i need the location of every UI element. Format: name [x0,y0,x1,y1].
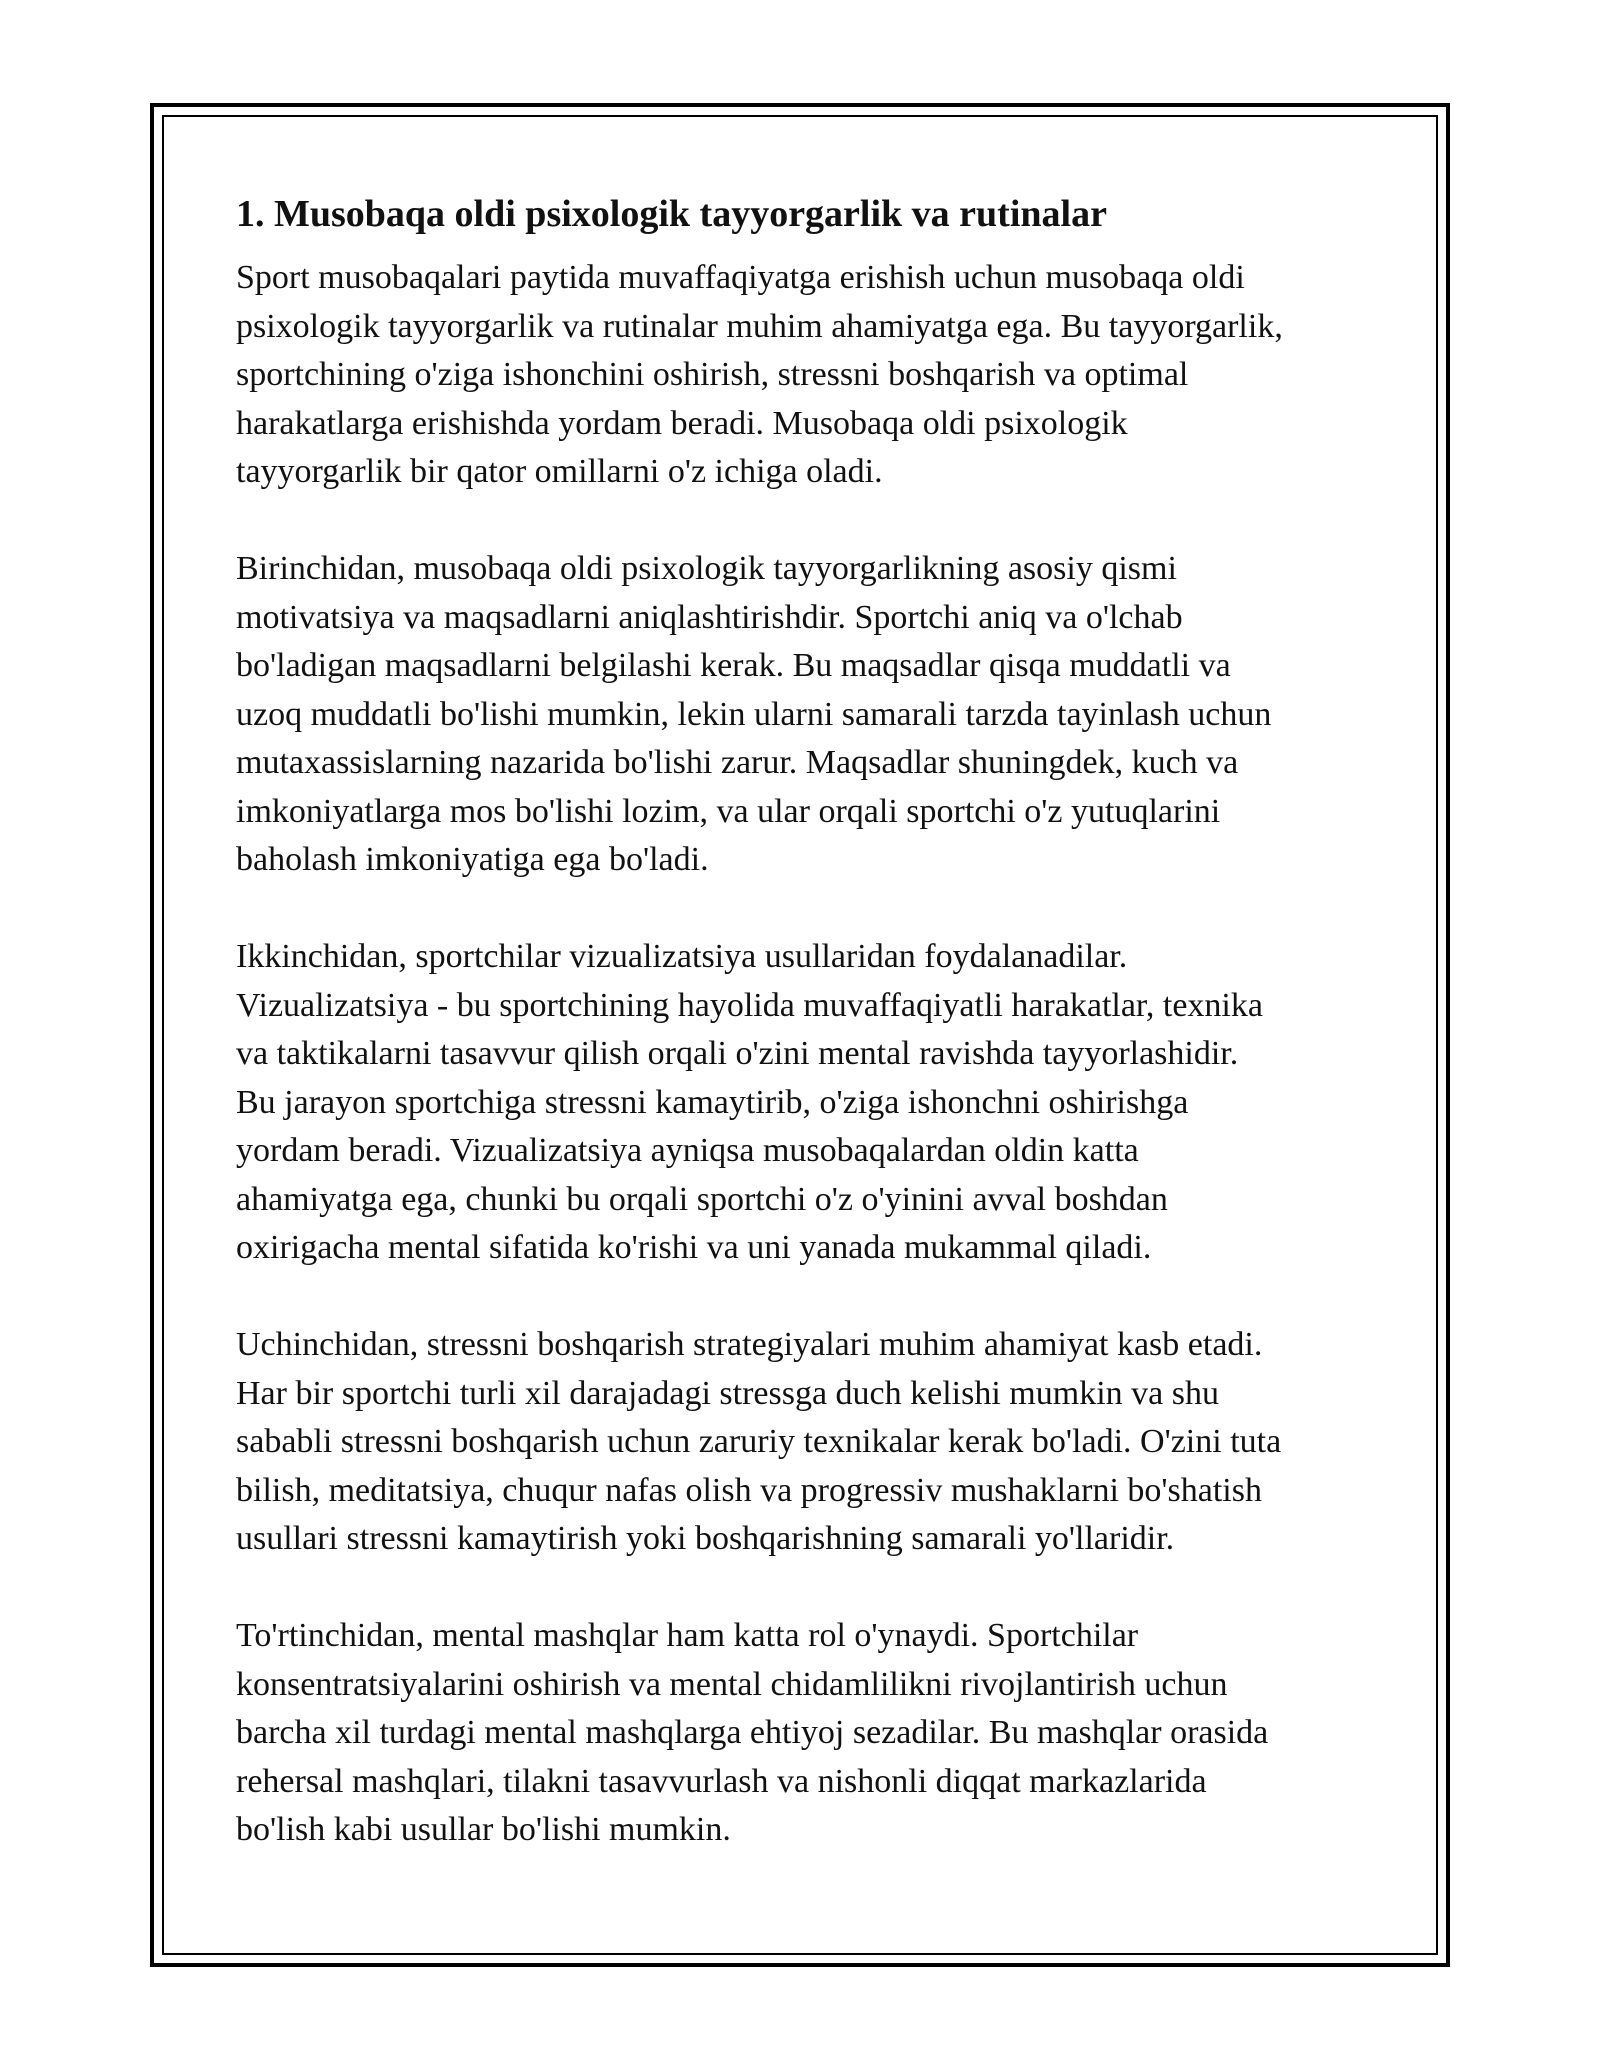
document-content [236,188,1386,1855]
paragraph-line: konsentratsiyalarini oshirish va mental chidamlilikni rivojlantirish uchun [236,1665,1228,1703]
paragraph-line: yordam beradi. Vizualizatsiya ayniqsa musobaqalardan oldin katta [236,1132,1139,1169]
paragraph-line: motivatsiya va maqsadlarni aniqlashtirishdir. Sportchi aniq va o'lchab [236,598,1183,636]
paragraph-line: rehersal mashqlari, tilakni tasavvurlash va nishonli diqqat markazlarida [236,1762,1207,1800]
paragraph-line: baholash imkoniyatiga ega bo'ladi. [236,841,709,878]
paragraph-second [236,933,1386,1273]
paragraph-line: To'rtinchidan, mental mashqlar ham katta rol o'ynaydi. Sportchilar [236,1617,1139,1654]
paragraph-line: psixologik tayyorgarlik va rutinalar muhim ahamiyatga ega. Bu tayyorgarlik, [236,307,1283,345]
paragraph-third [236,1321,1386,1564]
paragraph-line: bo'lish kabi usullar bo'lishi mumkin. [236,1811,731,1848]
paragraph-line: Birinchidan, musobaqa oldi psixologik tayyorgarlikning asosiy qismi [236,550,1177,587]
paragraph-line: mutaxassislarning nazarida bo'lishi zarur. Maqsadlar shuningdek, kuch va [236,744,1239,781]
paragraph-line: Bu jarayon sportchiga stressni kamaytirib, o'ziga ishonchni oshirishga [236,1083,1189,1121]
paragraph-line: usullari stressni kamaytirish yoki boshqarishning samarali yo'llaridir. [236,1520,1175,1557]
paragraph-fourth [236,1612,1386,1855]
paragraph-line: tayyorgarlik bir qator omillarni o'z ichiga oladi. [236,453,883,490]
paragraph-line: Uchinchidan, stressni boshqarish strategiyalari muhim ahamiyat kasb etadi. [236,1326,1263,1363]
paragraph-line: sportchining o'ziga ishonchini oshirish, stressni boshqarish va optimal [236,356,1189,393]
paragraph-line: harakatlarga erishishda yordam beradi. Musobaqa oldi psixologik [236,404,1128,442]
paragraph-line: Vizualizatsiya - bu sportchining hayolida muvaffaqiyatli harakatlar, texnika [236,986,1263,1024]
paragraph-line: Ikkinchidan, sportchilar vizualizatsiya usullaridan foydalanadilar. [236,938,1128,975]
paragraph-first [236,545,1386,885]
paragraph-line: barcha xil turdagi mental mashqlarga ehtiyoj sezadilar. Bu mashqlar orasida [236,1714,1269,1751]
section-heading: 1. Musobaqa oldi psixologik tayyorgarlik va rutinalar [236,193,1107,235]
paragraph-line: Sport musobaqalari paytida muvaffaqiyatga erishish uchun musobaqa oldi [236,259,1245,296]
paragraph-line: uzoq muddatli bo'lishi mumkin, lekin ularni samarali tarzda tayinlash uchun [236,695,1272,733]
paragraph-line: imkoniyatlarga mos bo'lishi lozim, va ular orqali sportchi o'z yutuqlarini [236,792,1221,830]
paragraph-line: Har bir sportchi turli xil darajadagi stressga duch kelishi mumkin va shu [236,1374,1219,1412]
paragraph-line: ahamiyatga ega, chunki bu orqali sportchi o'z o'yinini avval boshdan [236,1180,1168,1218]
paragraph-intro [236,254,1386,497]
paragraph-line: oxirigacha mental sifatida ko'rishi va uni yanada mukammal qiladi. [236,1229,1152,1266]
paragraph-line: bilish, meditatsiya, chuqur nafas olish va progressiv mushaklarni bo'shatish [236,1471,1262,1509]
paragraph-line: sababli stressni boshqarish uchun zaruriy texnikalar kerak bo'ladi. O'zini tuta [236,1423,1282,1460]
paragraph-line: va taktikalarni tasavvur qilish orqali o'zini mental ravishda tayyorlashidir. [236,1035,1239,1072]
paragraph-line: bo'ladigan maqsadlarni belgilashi kerak. Bu maqsadlar qisqa muddatli va [236,647,1231,684]
